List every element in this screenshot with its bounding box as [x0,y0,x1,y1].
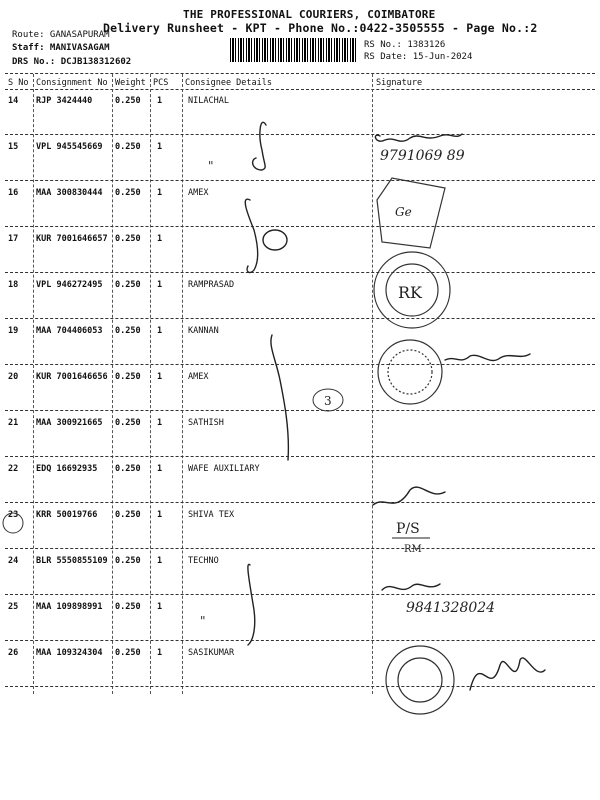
col-header-consignee: Consignee Details [185,78,272,88]
row-weight: 0.250 [115,96,141,106]
col-header-sno: S No [8,78,29,88]
ditto-mark-2: " [200,614,206,628]
row-consignment-no: MAA 300830444 [36,188,103,198]
row-pcs: 1 [157,96,163,106]
signature-scribble [470,658,545,690]
row-sno: 16 [8,188,19,198]
signature-scribble [253,122,266,170]
row-consignment-no: MAA 300921665 [36,418,103,428]
route-label: Route: GANASAPURAM [12,30,110,40]
row-consignment-no: KUR 7001646657 [36,234,108,244]
row-consignment-no: BLR 5550855109 [36,556,108,566]
row-pcs: 1 [157,602,163,612]
signature-scribble [445,354,530,361]
row-sno: 25 [8,602,19,612]
col-header-signature: Signature [376,78,423,88]
signature-scribble [271,335,288,460]
row-sno: 23 [8,510,19,520]
row-pcs: 1 [157,188,163,198]
row-weight: 0.250 [115,648,141,658]
row-pcs: 1 [157,418,163,428]
row-pcs: 1 [157,234,163,244]
row-consignee: TECHNO [188,556,219,566]
document-subtitle: Delivery Runsheet - KPT - Phone No.:0422-3505555 - Page No.:2 [103,21,538,35]
handwritten-phone-2: 9841328024 [406,600,496,616]
row-consignee: SASIKUMAR [188,648,235,658]
handwritten-rk: RK [398,283,422,302]
row-consignment-no: RJP 3424440 [36,96,93,106]
row-consignment-no: VPL 945545669 [36,142,103,152]
row-weight: 0.250 [115,464,141,474]
row-sno: 22 [8,464,19,474]
row-sno: 14 [8,96,19,106]
row-pcs: 1 [157,556,163,566]
row-highlight-circle [3,513,23,533]
ditto-mark-1: " [208,159,214,173]
row-weight: 0.250 [115,280,141,290]
handwritten-phone-1: 9791069 89 [380,148,465,164]
row-consignee: SHIVA TEX [188,510,235,520]
signature-scribble [375,134,462,141]
row-consignee: AMEX [188,188,209,198]
row-pcs: 1 [157,372,163,382]
row-weight: 0.250 [115,556,141,566]
round-seal [386,646,454,714]
row-consignee: KANNAN [188,326,219,336]
row-weight: 0.250 [115,188,141,198]
row-consignment-no: MAA 109324304 [36,648,103,658]
row-pcs: 1 [157,648,163,658]
handwritten-ps: P/S [396,521,420,537]
row-sno: 19 [8,326,19,336]
col-header-weight: Weight [115,78,146,88]
rs-date: RS Date: 15-Jun-2024 [364,52,473,62]
row-consignee: NILACHAL [188,96,229,106]
rs-number: RS No.: 1383126 [364,40,446,50]
row-sno: 26 [8,648,19,658]
row-consignee: SATHISH [188,418,224,428]
row-consignment-no: MAA 109898991 [36,602,103,612]
drs-label: DRS No.: DCJB138312602 [12,57,132,67]
row-pcs: 1 [157,464,163,474]
row-weight: 0.250 [115,142,141,152]
row-consignment-no: EDQ 16692935 [36,464,98,474]
row-sno: 18 [8,280,19,290]
signature-scribble [245,199,258,272]
row-weight: 0.250 [115,372,141,382]
row-consignment-no: VPL 946272495 [36,280,103,290]
row-consignment-no: KUR 7001646656 [36,372,108,382]
col-header-pcs: PCS [153,78,169,88]
row-consignee: RAMPRASAD [188,280,235,290]
row-sno: 20 [8,372,19,382]
row-weight: 0.250 [115,326,141,336]
signature-scribble [382,584,440,590]
row-sno: 21 [8,418,19,428]
row-pcs: 1 [157,326,163,336]
row-consignment-no: MAA 704406053 [36,326,103,336]
round-seal-inner [388,350,432,394]
row-consignee: WAFE AUXILIARY [188,464,260,474]
signature-loop [263,230,287,250]
staff-label: Staff: MANIVASAGAM [12,43,110,53]
row-pcs: 1 [157,510,163,520]
handwritten-rm: RM [404,544,422,555]
row-weight: 0.250 [115,234,141,244]
col-header-consignment: Consignment No [36,78,108,88]
row-sno: 24 [8,556,19,566]
row-weight: 0.250 [115,418,141,428]
document-title: THE PROFESSIONAL COURIERS, COIMBATORE [183,8,436,21]
row-weight: 0.250 [115,510,141,520]
signature-scribble [248,564,255,645]
delivery-stamp-mark: Ge [395,205,412,219]
row-pcs: 1 [157,280,163,290]
row-pcs: 1 [157,142,163,152]
row-weight: 0.250 [115,602,141,612]
round-seal-inner [398,658,442,702]
row-consignee: AMEX [188,372,209,382]
handwritten-number-3: 3 [324,394,332,408]
row-sno: 17 [8,234,19,244]
row-consignment-no: KRR 50019766 [36,510,98,520]
signature-scribble [373,487,445,505]
row-sno: 15 [8,142,19,152]
